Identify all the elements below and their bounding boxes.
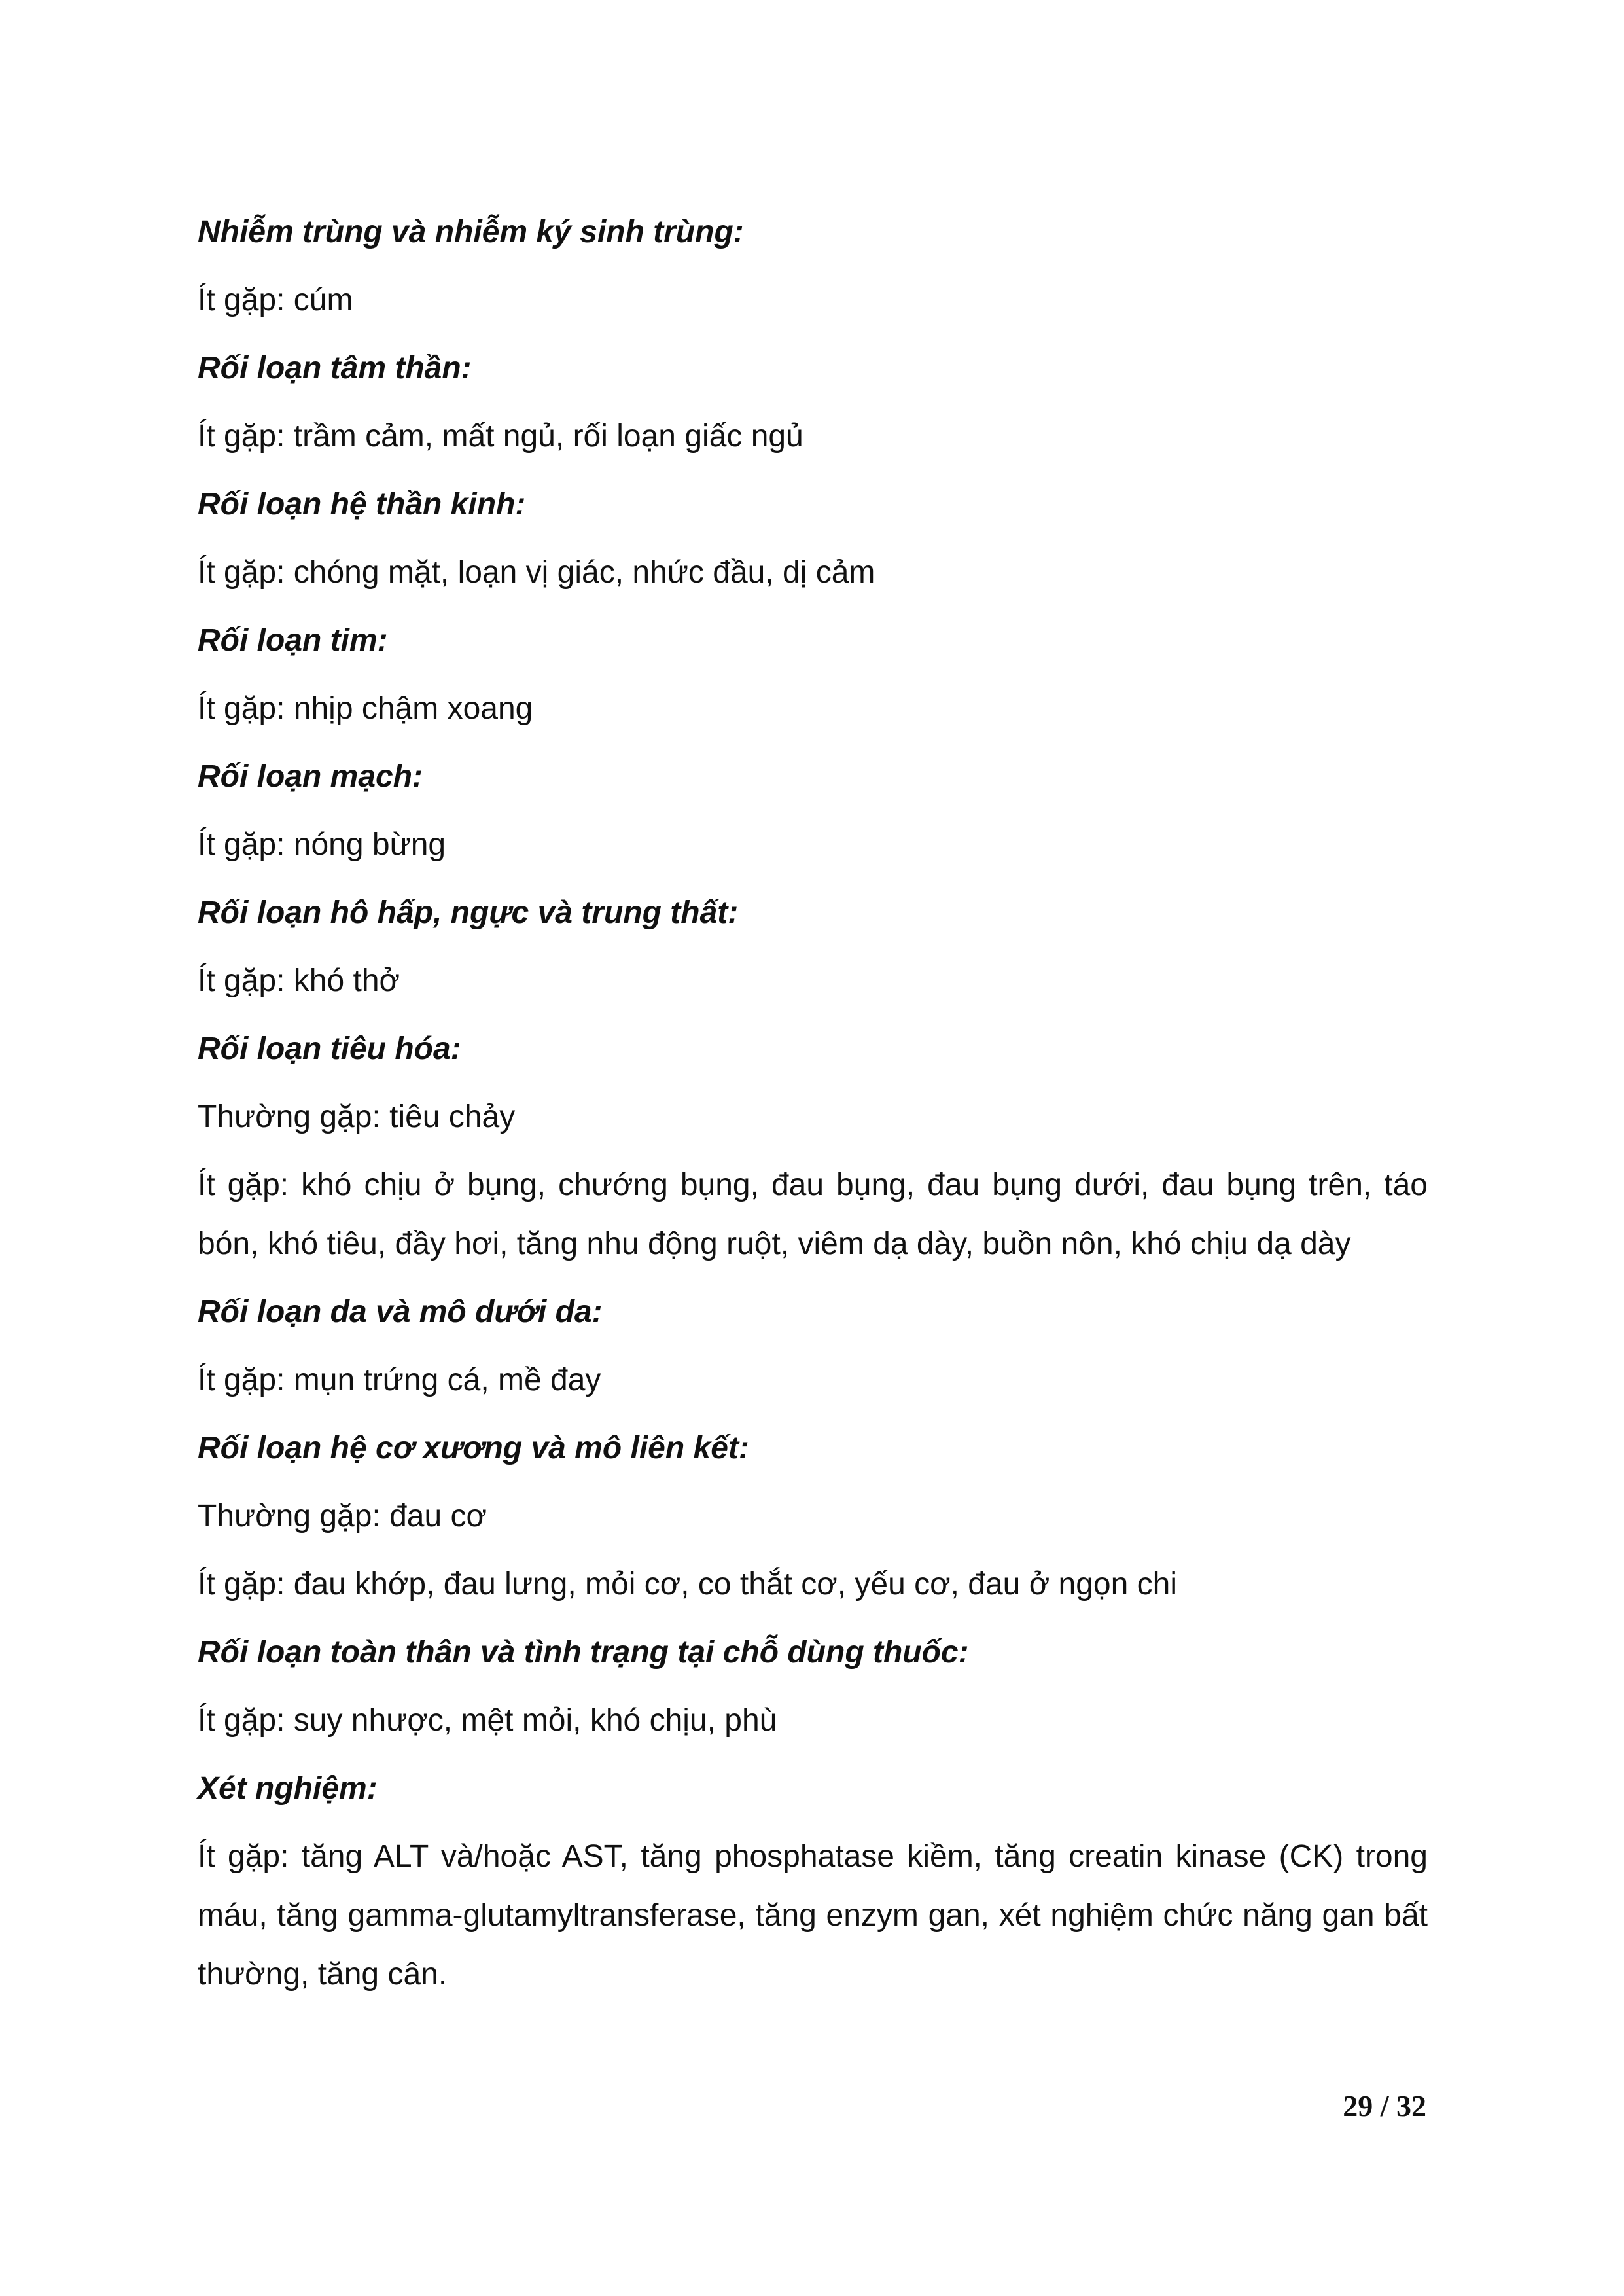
section-heading-cardiac: Rối loạn tim: [198, 623, 388, 658]
section-text-musculoskeletal-common: Thường gặp: đau cơ [198, 1499, 487, 1534]
section-text-psychiatric: Ít gặp: trầm cảm, mất ngủ, rối loạn giấc ngủ [198, 419, 803, 454]
section-text-general-disorders: Ít gặp: suy nhược, mệt mỏi, khó chịu, phù [198, 1703, 777, 1738]
section-heading-musculoskeletal: Rối loạn hệ cơ xương và mô liên kết: [198, 1431, 749, 1465]
section-heading-skin: Rối loạn da và mô dưới da: [198, 1295, 603, 1329]
document-body [198, 203, 1428, 2013]
section-text-nervous-system: Ít gặp: chóng mặt, loạn vị giác, nhức đầu, dị cảm [198, 555, 875, 590]
section-text-musculoskeletal-uncommon: Ít gặp: đau khớp, đau lưng, mỏi cơ, co thắt cơ, yếu cơ, đau ở ngọn chi [198, 1567, 1177, 1602]
section-text-vascular: Ít gặp: nóng bừng [198, 827, 446, 862]
section-text-gastrointestinal-common: Thường gặp: tiêu chảy [198, 1100, 516, 1134]
section-text-infections: Ít gặp: cúm [198, 283, 353, 317]
section-heading-general-disorders: Rối loạn toàn thân và tình trạng tại chỗ dùng thuốc: [198, 1635, 969, 1670]
section-heading-gastrointestinal: Rối loạn tiêu hóa: [198, 1031, 461, 1066]
section-text-gastrointestinal-uncommon: Ít gặp: khó chịu ở bụng, chướng bụng, đau bụng, đau bụng dưới, đau bụng trên, táo bón, khó tiêu, đầy hơi, tăng nhu động ruột, viêm dạ dày, buồn nôn, khó chịu dạ dày [198, 1168, 1428, 1261]
section-heading-infections: Nhiễm trùng và nhiễm ký sinh trùng: [198, 215, 744, 249]
section-text-skin: Ít gặp: mụn trứng cá, mề đay [198, 1363, 601, 1397]
section-heading-investigations: Xét nghiệm: [198, 1771, 378, 1806]
section-heading-nervous-system: Rối loạn hệ thần kinh: [198, 487, 526, 522]
section-heading-respiratory: Rối loạn hô hấp, ngực và trung thất: [198, 895, 739, 930]
section-heading-psychiatric: Rối loạn tâm thần: [198, 351, 472, 386]
section-text-investigations: Ít gặp: tăng ALT và/hoặc AST, tăng phosphatase kiềm, tăng creatin kinase (CK) trong máu, tăng gamma-glutamyltransferase, tăng enzym gan, xét nghiệm chức năng gan bất thường, tăng cân. [198, 1839, 1428, 1992]
section-heading-vascular: Rối loạn mạch: [198, 759, 423, 794]
section-text-respiratory: Ít gặp: khó thở [198, 963, 400, 998]
section-text-cardiac: Ít gặp: nhịp chậm xoang [198, 691, 533, 726]
page-number: 29 / 32 [1343, 2089, 1426, 2123]
